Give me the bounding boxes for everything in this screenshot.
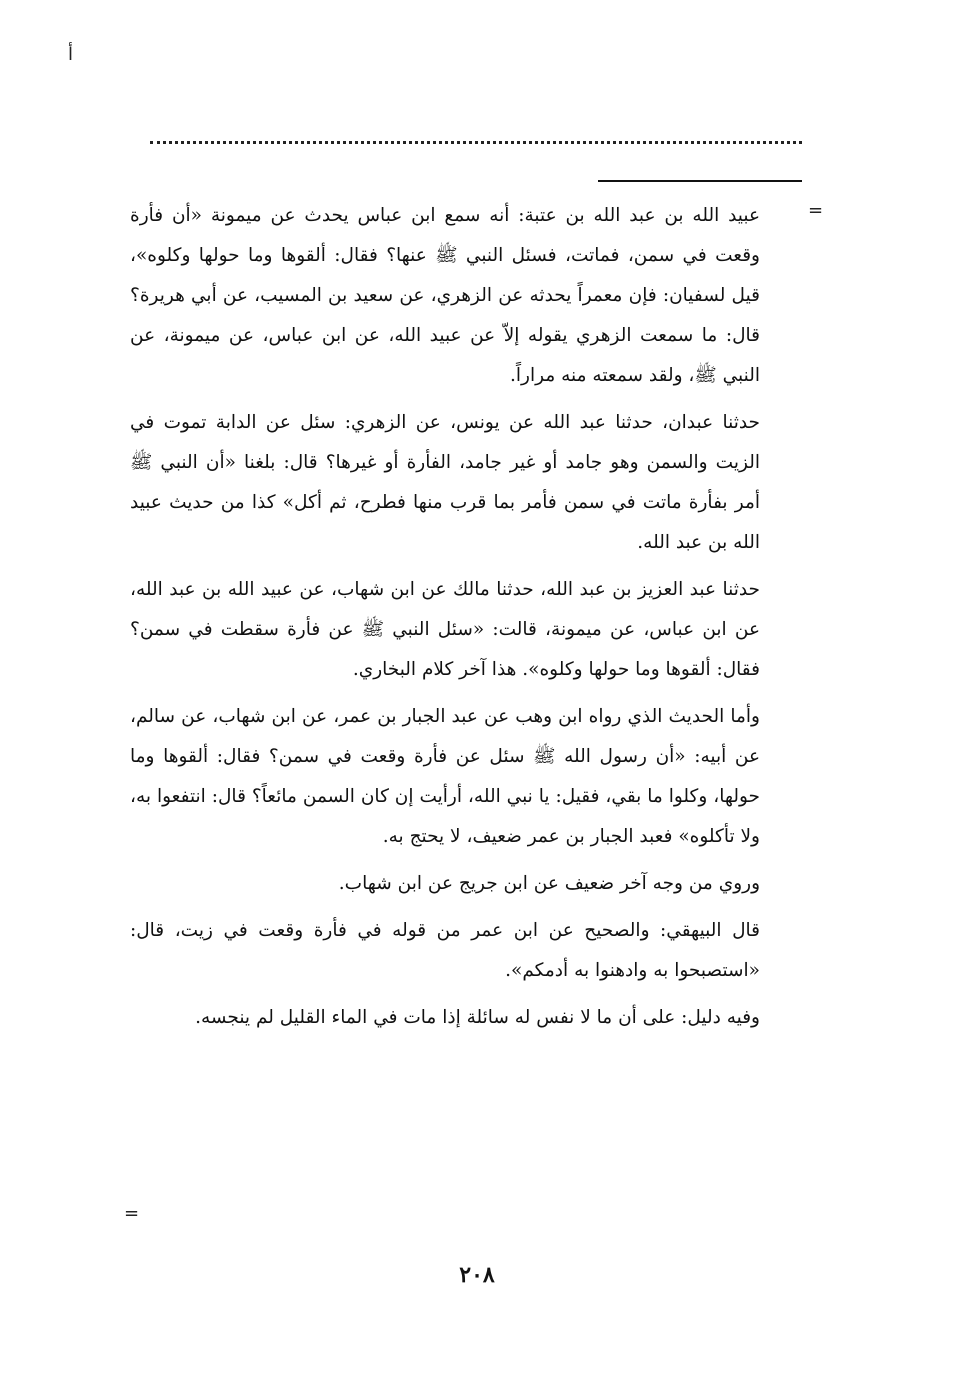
footnote-text [130,196,760,1045]
paragraph-4: وأما الحديث الذي رواه ابن وهب عن عبد الجبار بن عمر، عن ابن شهاب، عن سالم، عن أبيه: «أن رسول الله ﷺ سئل عن فأرة وقعت في سمن؟ فقال: ألقوها وما حولها، وكلوا ما بقي، فقيل: يا نبي الله، أرأيت إن كان السمن مائعاً؟ قال: انتفعوا به، ولا تأكلوه» فعبد الجبار بن عمر ضعيف، لا يحتج به. [130,706,760,847]
dotted-separator [150,141,802,144]
continuation-mark-start: = [808,200,824,221]
margin-mark-top: أ [68,44,74,65]
paragraph-7: وفيه دليل: على أن ما لا نفس له سائلة إذا مات في الماء القليل لم ينجسه. [195,1007,760,1028]
paragraph-5: وروي من وجه آخر ضعيف عن ابن جريج عن ابن شهاب. [338,873,760,894]
paragraph-3: حدثنا عبد العزيز بن عبد الله، حدثنا مالك عن ابن شهاب، عن عبيد الله بن عبد الله، عن ابن عباس، عن ميمونة، قالت: «سئل النبي ﷺ عن فأرة سقطت في سمن؟ فقال: ألقوها وما حولها وكلوه». هذا آخر كلام البخاري. [130,579,760,680]
paragraph-1: عبيد الله بن عبد الله بن عتبة: أنه سمع ابن عباس يحدث عن ميمونة «أن فأرة وقعت في سمن، فماتت، فسئل النبي ﷺ عنها؟ فقال: ألقوها وما حولها وكلوه»، قيل لسفيان: فإن معمراً يحدثه عن الزهري، عن سعيد بن المسيب، عن أبي هريرة؟ قال: ما سمعت الزهري يقوله إلاّ عن عبيد الله، عن ابن عباس، عن ميمونة، عن النبي ﷺ، ولقد سمعته منه مراراً. [130,205,760,386]
paragraph-2: حدثنا عبدان، حدثنا عبد الله عن يونس، عن الزهري: سئل عن الدابة تموت في الزيت والسمن وهو جامد أو غير جامد، الفأرة أو غيرها؟ قال: بلغنا «أن النبي ﷺ أمر بفأرة ماتت في سمن فأمر بما قرب منها فطرح، ثم أكل» كذا من حديث عبيد الله بن عبد الله. [130,412,760,553]
paragraph-6: قال البيهقي: والصحيح عن ابن عمر من قوله في فأرة وقعت في زيت، قال: «استصبحوا به وادهنوا به أدمكم». [130,920,760,981]
continuation-mark-end: = [124,1203,140,1224]
page-number: ٢٠٨ [459,1262,495,1288]
footnote-rule [598,180,802,182]
